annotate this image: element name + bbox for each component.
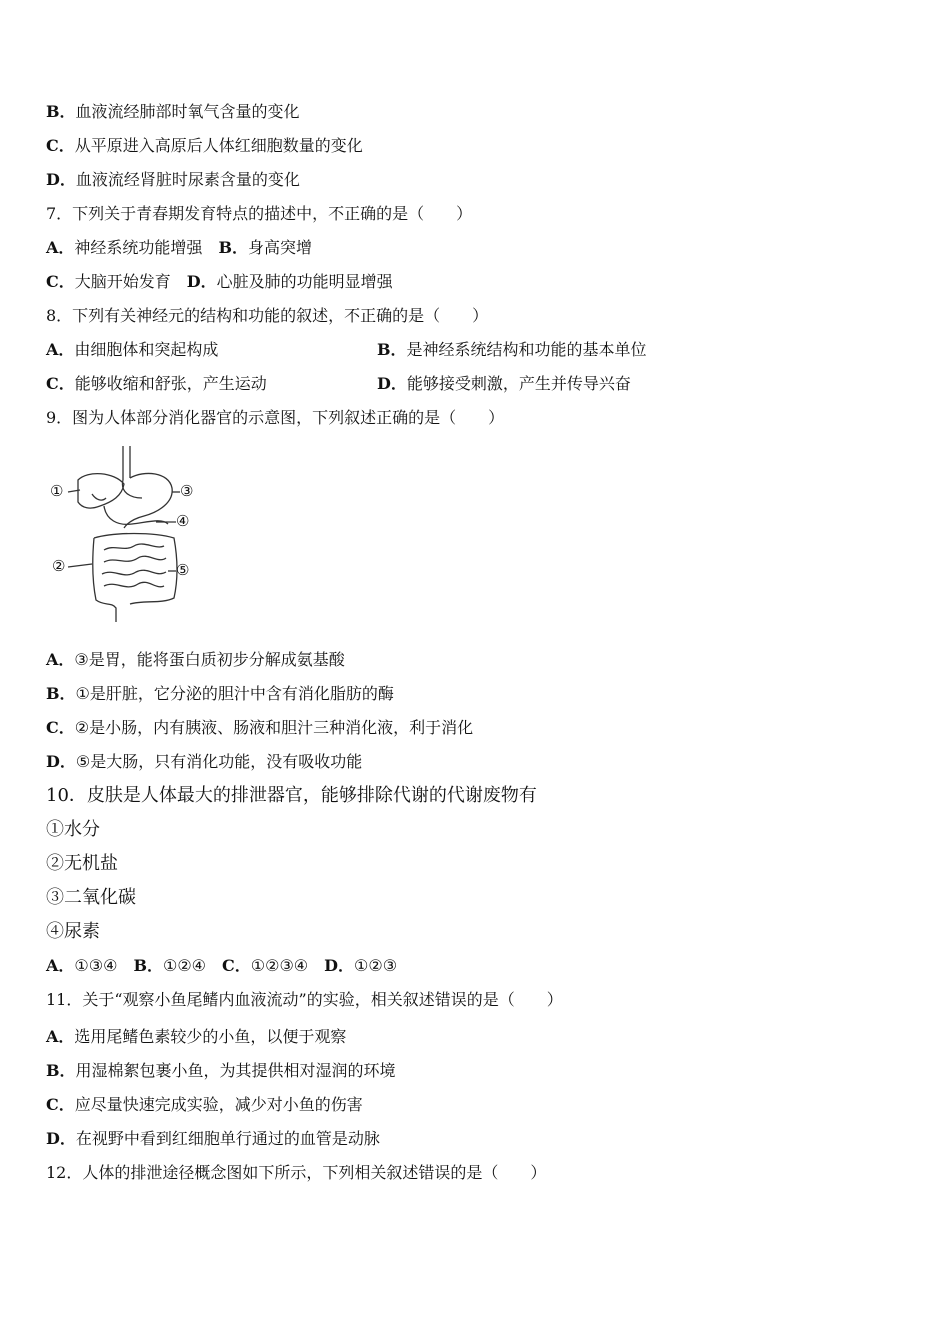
small-intestine-drawing [102, 544, 166, 587]
option-text: ①②④ [162, 956, 207, 975]
option-text: ①②③④ [250, 956, 309, 975]
option-text: 能够接受刺激，产生并传导兴奋 [406, 374, 631, 393]
q6-option-c [46, 136, 363, 156]
option-text: ③是胃，能将蛋白质初步分解成氨基酸 [74, 650, 345, 669]
q10-item-1: ①水分 [46, 819, 100, 840]
option-letter: B． [218, 238, 248, 257]
q9-option-b [46, 684, 394, 704]
option-letter: C． [46, 272, 75, 291]
option-text: ②是小肠，内有胰液、肠液和胆汁三种消化液，利于消化 [74, 718, 474, 737]
option-text: 在视野中看到红细胞单行通过的血管是动脉 [75, 1129, 380, 1148]
q10-item-4: ④尿素 [46, 921, 100, 942]
q8-option-c [46, 374, 267, 394]
q10-item-3: ③二氧化碳 [46, 887, 136, 908]
figure-label-4: ④ [176, 512, 190, 530]
option-letter: A． [46, 238, 75, 257]
q6-option-d [46, 170, 300, 190]
digestive-system-figure [44, 440, 204, 625]
q10-options [46, 956, 397, 976]
option-letter: A． [46, 650, 75, 669]
option-text: ①②③ [354, 956, 398, 975]
q11-stem: 11．关于“观察小鱼尾鳍内血液流动”的实验，相关叙述错误的是（ ） [46, 990, 563, 1009]
option-letter: A． [46, 956, 75, 975]
option-letter: D． [46, 1129, 76, 1148]
q10-stem: 10．皮肤是人体最大的排泄器官，能够排除代谢的代谢废物有 [46, 785, 537, 806]
q8-option-a [46, 340, 218, 360]
figure-label-2: ② [52, 557, 66, 575]
option-letter: D． [377, 374, 407, 393]
large-intestine-drawing [93, 534, 177, 623]
option-text: 大脑开始发育 [74, 272, 171, 291]
q11-option-d [46, 1129, 380, 1149]
option-letter: C． [46, 718, 75, 737]
q9-option-a [46, 650, 345, 670]
option-text: 从平原进入高原后人体红细胞数量的变化 [74, 136, 363, 155]
option-letter: B． [133, 956, 163, 975]
q7-stem: 7．下列关于青春期发育特点的描述中，不正确的是（ ） [46, 204, 473, 223]
option-text: 由细胞体和突起构成 [74, 340, 219, 359]
q12-stem: 12．人体的排泄途径概念图如下所示，下列相关叙述错误的是（ ） [46, 1163, 547, 1182]
option-letter: C． [46, 136, 75, 155]
option-letter: C． [46, 374, 75, 393]
option-letter: D． [324, 956, 355, 975]
option-text: 选用尾鳍色素较少的小鱼，以便于观察 [74, 1027, 347, 1046]
q11-option-b [46, 1061, 396, 1081]
option-letter: B． [377, 340, 407, 359]
option-text: 神经系统功能增强 [74, 238, 203, 257]
q10-item-2: ②无机盐 [46, 853, 118, 874]
option-text: ①③④ [74, 956, 118, 975]
q8-option-d [377, 374, 631, 394]
option-letter: B． [46, 102, 76, 121]
option-letter: B． [46, 1061, 76, 1080]
figure-label-1: ① [50, 482, 64, 500]
option-text: 是神经系统结构和功能的基本单位 [406, 340, 647, 359]
option-text: 身高突增 [247, 238, 312, 257]
option-letter: A． [46, 340, 75, 359]
q11-option-a [46, 1027, 346, 1047]
q9-option-c [46, 718, 473, 738]
esophagus-drawing [123, 446, 130, 480]
q9-option-d [46, 752, 362, 772]
option-text: 血液流经肾脏时尿素含量的变化 [75, 170, 300, 189]
q7-options-ab [46, 238, 312, 258]
q9-stem: 9．图为人体部分消化器官的示意图，下列叙述正确的是（ ） [46, 408, 505, 427]
option-letter: C． [46, 1095, 75, 1114]
option-text: ①是肝脏，它分泌的胆汁中含有消化脂肪的酶 [75, 684, 394, 703]
option-letter: D． [186, 272, 217, 291]
option-letter: D． [46, 170, 76, 189]
digestive-organs-diagram [44, 440, 204, 625]
stomach-drawing [122, 473, 172, 528]
option-letter: A． [46, 1027, 75, 1046]
option-text: 用湿棉絮包裹小鱼，为其提供相对湿润的环境 [75, 1061, 396, 1080]
figure-label-5: ⑤ [176, 561, 190, 579]
q8-option-b [377, 340, 647, 360]
figure-label-3: ③ [180, 482, 194, 500]
q6-option-b [46, 102, 300, 122]
option-letter: C． [222, 956, 251, 975]
option-text: 应尽量快速完成实验，减少对小鱼的伤害 [74, 1095, 363, 1114]
option-text: 血液流经肺部时氧气含量的变化 [75, 102, 300, 121]
option-text: 能够收缩和舒张，产生运动 [74, 374, 267, 393]
q11-option-c [46, 1095, 363, 1115]
option-text: 心脏及肺的功能明显增强 [216, 272, 393, 291]
liver-drawing [78, 474, 124, 508]
q7-options-cd [46, 272, 393, 292]
option-letter: B． [46, 684, 76, 703]
option-letter: D． [46, 752, 76, 771]
q8-stem: 8．下列有关神经元的结构和功能的叙述，不正确的是（ ） [46, 306, 489, 325]
option-text: ⑤是大肠，只有消化功能，没有吸收功能 [75, 752, 363, 771]
